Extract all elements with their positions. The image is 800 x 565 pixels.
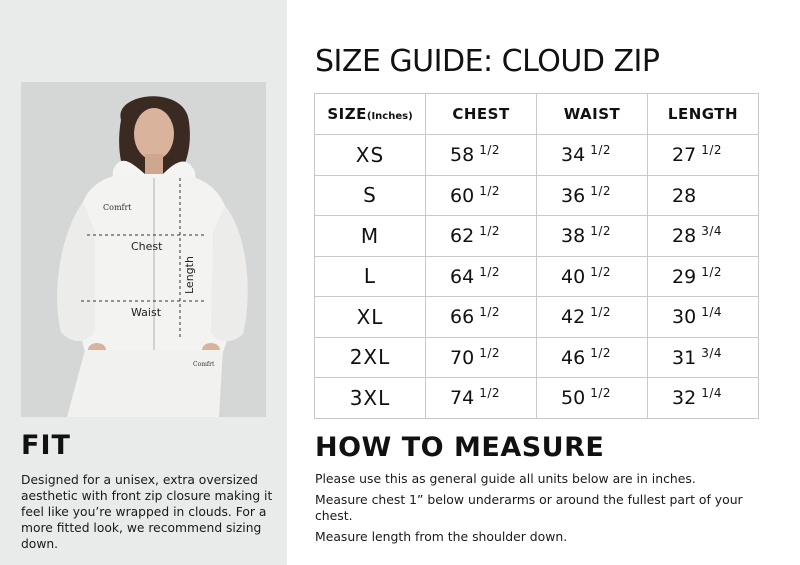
measure-line: Measure chest 1” below underarms or around the fullest part of your chest. [315, 492, 743, 523]
length-cell: 30 $^{1/4}$ [648, 297, 759, 338]
how-to-measure-heading: HOW TO MEASURE [315, 432, 605, 463]
header-size-unit: (Inches) [366, 111, 413, 122]
waist-cell: 36 $^{1/2}$ [537, 175, 648, 216]
page-title: SIZE GUIDE: CLOUD ZIP [315, 44, 660, 79]
length-cell: 32 $^{1/4}$ [648, 378, 759, 419]
size-cell: L [315, 256, 426, 297]
size-cell: 2XL [315, 337, 426, 378]
table-row [315, 175, 759, 216]
table-header-row [315, 94, 759, 135]
table-row [315, 337, 759, 378]
table-row [315, 135, 759, 176]
table-row [315, 256, 759, 297]
length-label: Length [183, 256, 196, 294]
table-row [315, 297, 759, 338]
table-row [315, 216, 759, 257]
header-waist: WAIST [537, 94, 648, 135]
length-cell: 29 $^{1/2}$ [648, 256, 759, 297]
chest-cell: 62 $^{1/2}$ [426, 216, 537, 257]
model-photo [21, 82, 266, 417]
svg-text:Comfrt: Comfrt [103, 203, 132, 212]
waist-cell: 50 $^{1/2}$ [537, 378, 648, 419]
chest-label: Chest [131, 240, 163, 253]
size-cell: XS [315, 135, 426, 176]
size-table [314, 93, 759, 419]
length-cell: 28 $^{3/4}$ [648, 216, 759, 257]
size-cell: 3XL [315, 378, 426, 419]
length-cell: 27 $^{1/2}$ [648, 135, 759, 176]
measure-line: Please use this as general guide all units below are in inches. [315, 471, 696, 486]
header-size: SIZE(Inches) [315, 94, 426, 135]
size-cell: S [315, 175, 426, 216]
length-cell: 28 [648, 175, 759, 216]
waist-cell: 40 $^{1/2}$ [537, 256, 648, 297]
chest-cell: 60 $^{1/2}$ [426, 175, 537, 216]
size-cell: M [315, 216, 426, 257]
how-to-measure-text [315, 471, 775, 550]
chest-cell: 66 $^{1/2}$ [426, 297, 537, 338]
chest-cell: 74 $^{1/2}$ [426, 378, 537, 419]
fit-description: Designed for a unisex, extra oversized aesthetic with front zip closure making it feel like you’re wrapped in clouds. For a more fitted look, we recommend sizing down. [21, 473, 273, 551]
waist-cell: 42 $^{1/2}$ [537, 297, 648, 338]
table-row [315, 378, 759, 419]
svg-text:Comfrt: Comfrt [193, 361, 215, 368]
measure-line: Measure length from the shoulder down. [315, 529, 568, 544]
header-length: LENGTH [648, 94, 759, 135]
chest-cell: 64 $^{1/2}$ [426, 256, 537, 297]
waist-cell: 46 $^{1/2}$ [537, 337, 648, 378]
chest-cell: 70 $^{1/2}$ [426, 337, 537, 378]
chest-cell: 58 $^{1/2}$ [426, 135, 537, 176]
fit-panel [0, 0, 287, 565]
waist-cell: 34 $^{1/2}$ [537, 135, 648, 176]
length-cell: 31 $^{3/4}$ [648, 337, 759, 378]
waist-label: Waist [131, 306, 162, 319]
fit-heading: FIT [21, 430, 71, 461]
waist-cell: 38 $^{1/2}$ [537, 216, 648, 257]
header-chest: CHEST [426, 94, 537, 135]
size-cell: XL [315, 297, 426, 338]
